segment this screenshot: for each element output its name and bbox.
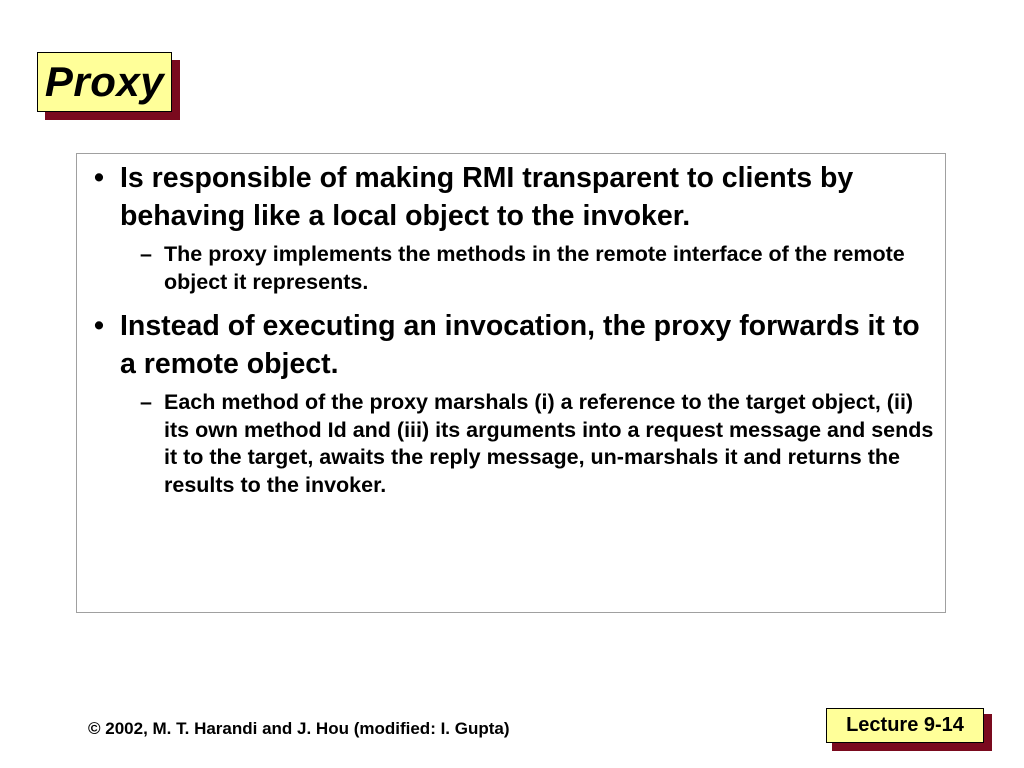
bullet-marker: • bbox=[94, 310, 104, 342]
sub-bullet-text bbox=[90, 241, 938, 296]
sub-bullet-text bbox=[90, 389, 938, 499]
title-box bbox=[37, 52, 172, 112]
bullet-text bbox=[90, 160, 938, 235]
bullet-item bbox=[90, 308, 938, 499]
bullet-list bbox=[90, 160, 938, 511]
sub-bullet-text-content: Each method of the proxy marshals (i) a reference to the target object, (ii) its own method Id and (iii) its arguments into a request message and sends it to the target, awaits the reply message, un-marshals it and returns the results to the invoker. bbox=[164, 390, 934, 497]
bullet-text-content: Instead of executing an invocation, the proxy forwards it to a remote object. bbox=[120, 310, 920, 380]
slide-title: Proxy bbox=[44, 58, 165, 105]
sub-bullet-text-content: The proxy implements the methods in the remote interface of the remote object it represents. bbox=[164, 242, 905, 294]
sub-bullet-marker: – bbox=[140, 390, 152, 414]
lecture-number: Lecture 9-14 bbox=[826, 708, 984, 743]
title-container bbox=[37, 52, 172, 112]
bullet-text bbox=[90, 308, 938, 383]
sub-bullet-marker: – bbox=[140, 242, 152, 266]
footer-copyright: © 2002, M. T. Harandi and J. Hou (modified: I. Gupta) bbox=[88, 719, 510, 738]
lecture-badge bbox=[826, 708, 984, 743]
bullet-item bbox=[90, 160, 938, 296]
bullet-marker: • bbox=[94, 162, 104, 194]
bullet-text-content: Is responsible of making RMI transparent to clients by behaving like a local object to the invoker. bbox=[120, 162, 854, 232]
